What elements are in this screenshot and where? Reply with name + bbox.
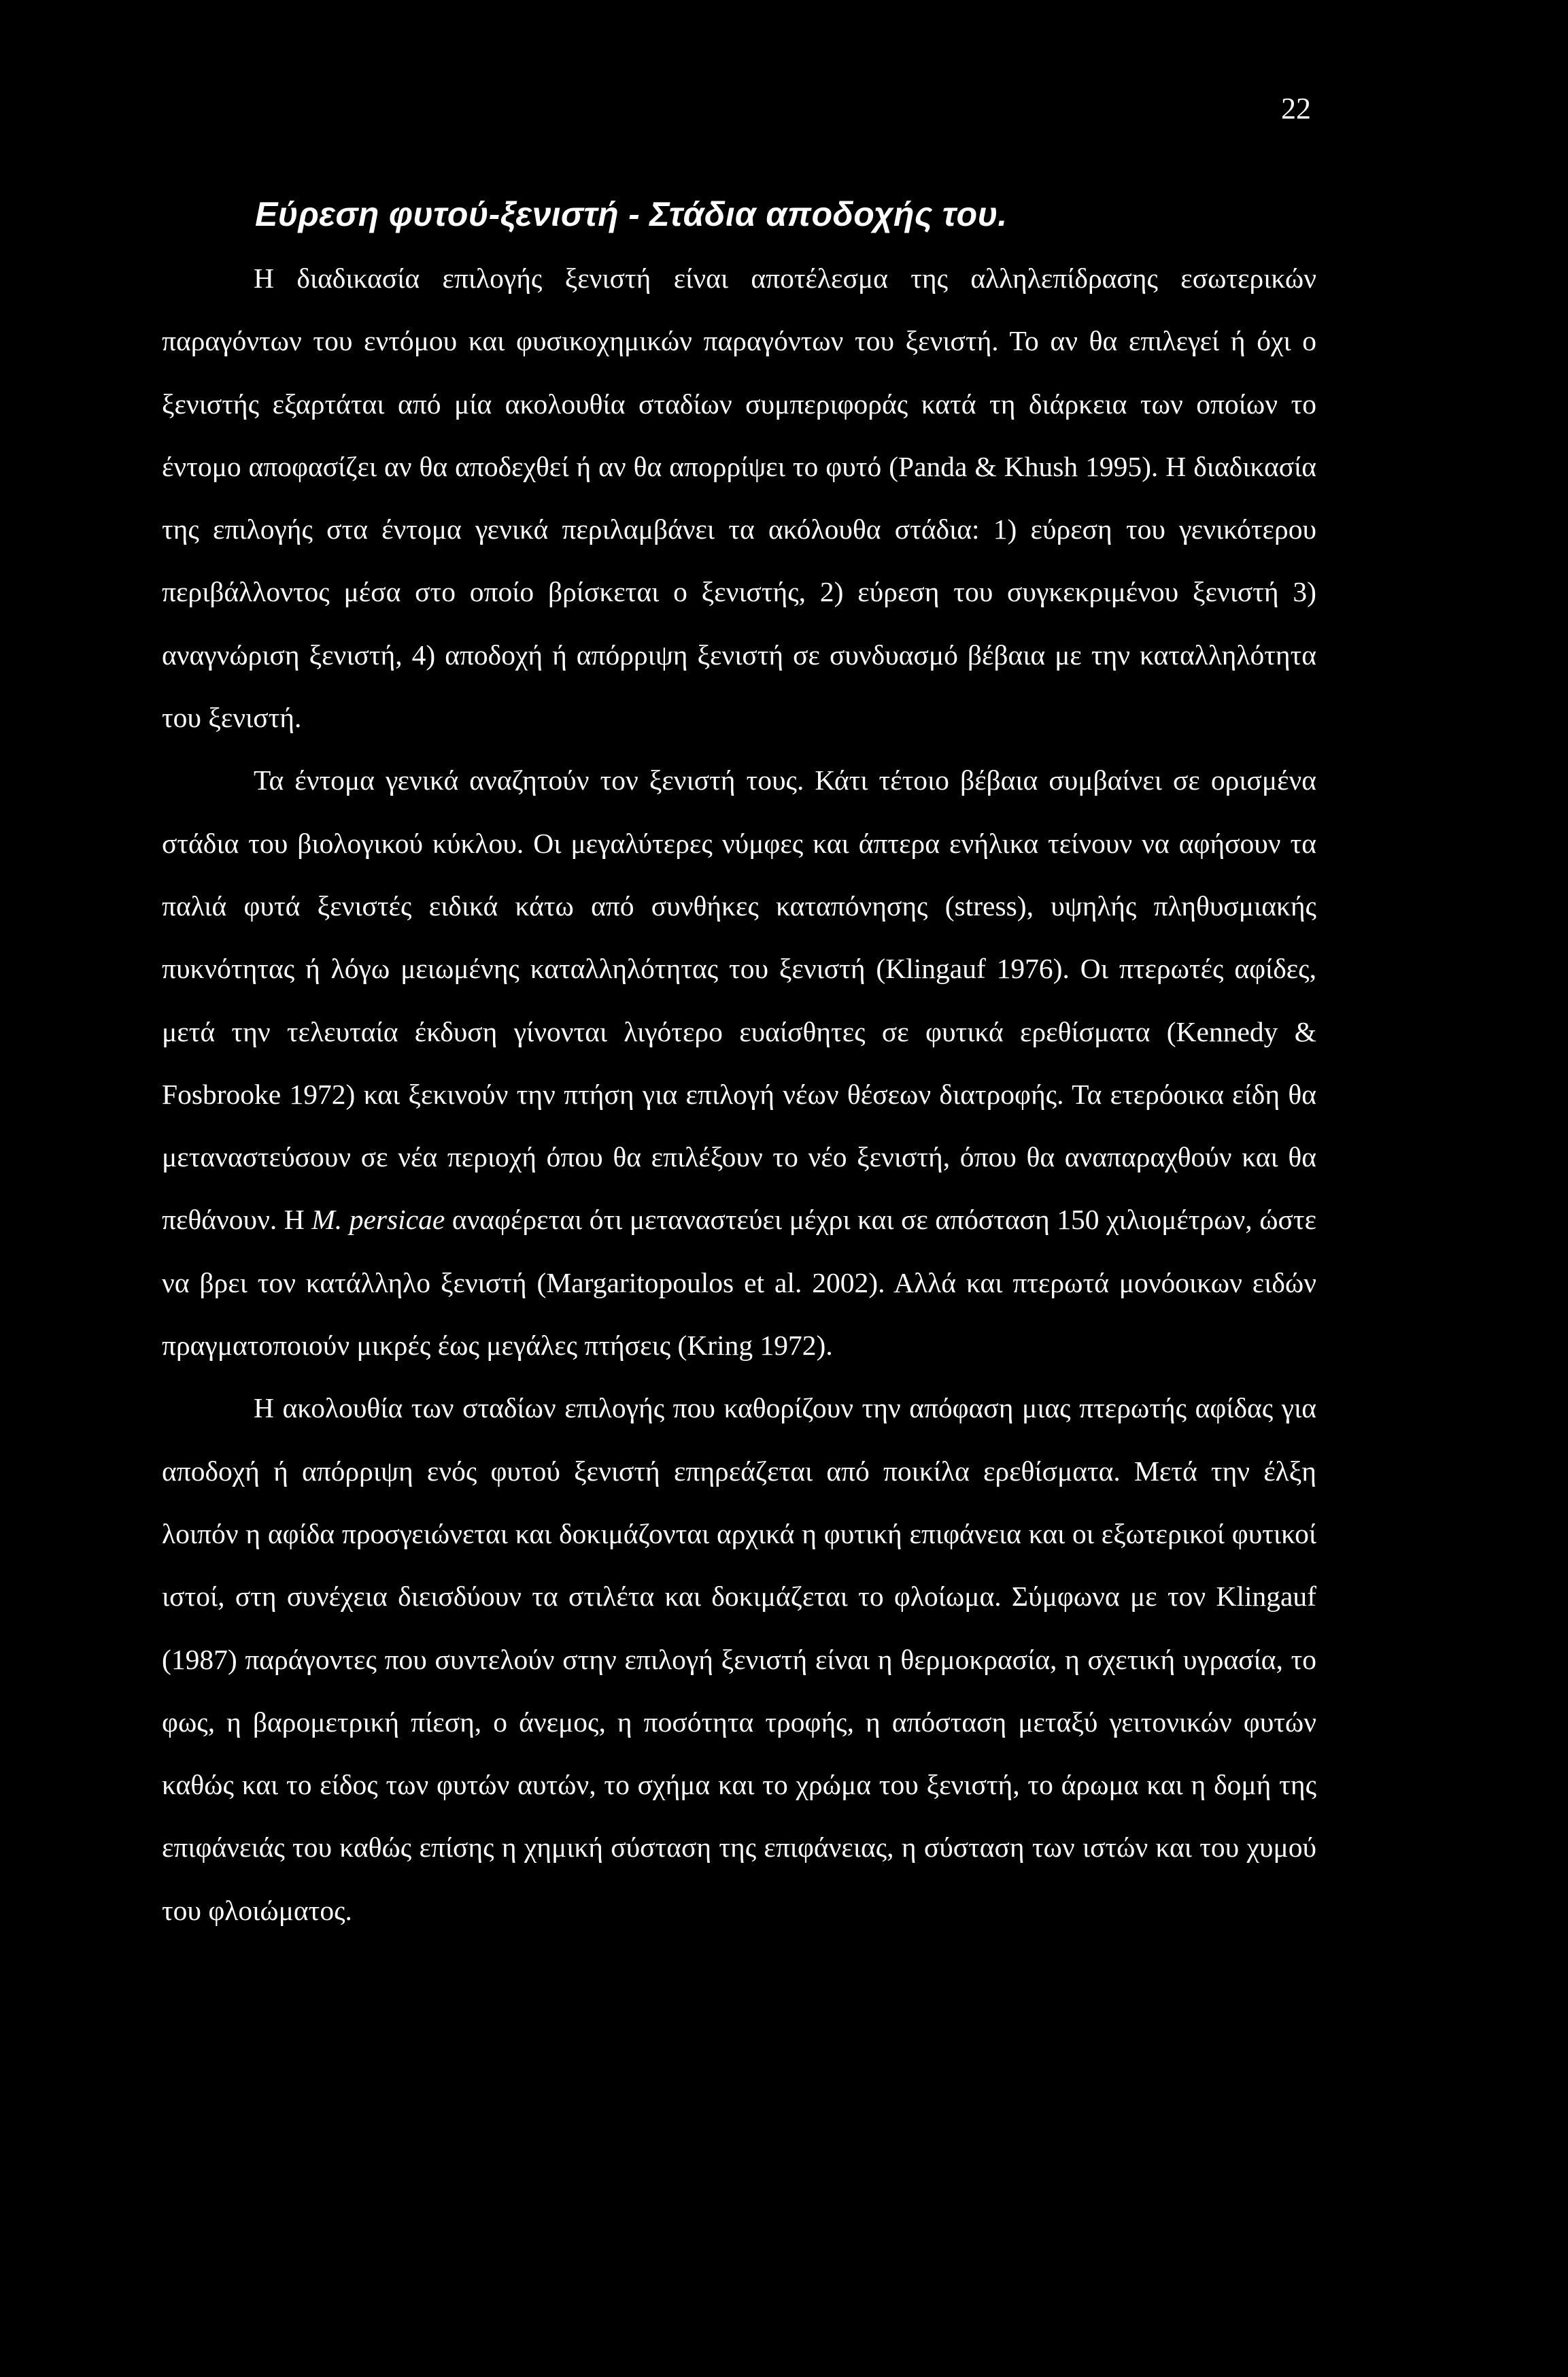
species-name: M. persicae xyxy=(311,1204,445,1236)
paragraph-text-segment: αναφέρεται ότι μεταναστεύει μέχρι και σε απόσταση 150 χιλιομέτρων, ώστε να βρει τον κατάλληλο ξενιστή (Margaritopoulos et al. 2002). Αλλά και πτερωτά μονόοικων ειδών πραγματοποιούν μικρές έως μεγάλες πτήσεις (Kring 1972). xyxy=(162,1204,1316,1362)
paragraph-host-selection-process: Η διαδικασία επιλογής ξενιστή είναι αποτέλεσμα της αλληλεπίδρασης εσωτερικών παραγόντων του εντόμου και φυσικοχημικών παραγόντων του ξενιστή. Το αν θα επιλεγεί ή όχι ο ξενιστής εξαρτάται από μία ακολουθία σταδίων συμπεριφοράς κατά τη διάρκεια των οποίων το έντομο αποφασίζει αν θα αποδεχθεί ή αν θα απορρίψει το φυτό (Panda & Khush 1995). Η διαδικασία της επιλογής στα έντομα γενικά περιλαμβάνει τα ακόλουθα στάδια: 1) εύρεση του γενικότερου περιβάλλοντος μέσα στο οποίο βρίσκεται ο ξενιστής, 2) εύρεση του συγκεκριμένου ξενιστή 3) αναγνώριση ξενιστή, 4) αποδοχή ή απόρριψη ξενιστή σε συνδυασμό βέβαια με την καταλληλότητα του ξενιστή. xyxy=(162,263,1316,734)
paragraph-text-segment: Τα έντομα γενικά αναζητούν τον ξενιστή τους. Κάτι τέτοιο βέβαια συμβαίνει σε ορισμένα στάδια του βιολογικού κύκλου. Οι μεγαλύτερες νύμφες και άπτερα ενήλικα τείνουν να αφήσουν τα παλιά φυτά ξενιστές ειδικά κάτω από συνθήκες καταπόνησης (stress), υψηλής πληθυσμιακής πυκνότητας ή λόγω μειωμένης καταλληλότητας του ξενιστή (Klingauf 1976). Οι πτερωτές αφίδες, μετά την τελευταία έκδυση γίνονται λιγότερο ευαίσθητες σε φυτικά ερεθίσματα (Kennedy & Fosbrooke 1972) και ξεκινούν την πτήση για επιλογή νέων θέσεων διατροφής. Τα ετερόοικα είδη θα μεταναστεύσουν σε νέα περιοχή όπου θα επιλέξουν το νέο ξενιστή, όπου θα αναπαραχθούν και θα πεθάνουν. Η xyxy=(162,764,1316,1236)
document-body xyxy=(162,194,1316,1942)
section-title: Εύρεση φυτού-ξενιστή - Στάδια αποδοχής του. xyxy=(255,195,1008,233)
paragraph-selection-stimuli: Η ακολουθία των σταδίων επιλογής που καθορίζουν την απόφαση μιας πτερωτής αφίδας για αποδοχή ή απόρριψη ενός φυτού ξενιστή επηρεάζεται από ποικίλα ερεθίσματα. Μετά την έλξη λοιπόν η αφίδα προσγειώνεται και δοκιμάζονται αρχικά η φυτική επιφάνεια και οι εξωτερικοί φυτικοί ιστοί, στη συνέχεια διεισδύουν τα στιλέτα και δοκιμάζεται το φλοίωμα. Σύμφωνα με τον Klingauf (1987) παράγοντες που συντελούν στην επιλογή ξενιστή είναι η θερμοκρασία, η σχετική υγρασία, το φως, η βαρομετρική πίεση, ο άνεμος, η ποσότητα τροφής, η απόσταση μεταξύ γειτονικών φυτών καθώς και το είδος των φυτών αυτών, το σχήμα και το χρώμα του ξενιστή, το άρωμα και η δομή της επιφάνειάς του καθώς επίσης η χημική σύσταση της επιφάνειας, η σύσταση των ιστών και του χυμού του φλοιώματος. xyxy=(162,1392,1316,1926)
paragraph-insect-host-search xyxy=(162,749,1316,1377)
page-number: 22 xyxy=(1281,92,1311,125)
